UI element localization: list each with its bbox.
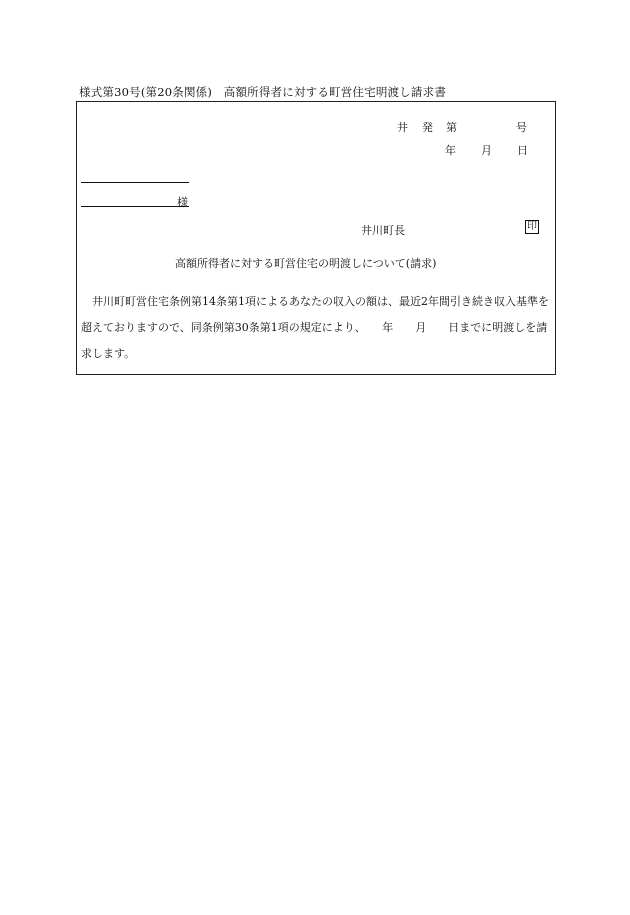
issue-kind: 発	[422, 121, 433, 134]
seal-stamp: 印	[527, 221, 537, 232]
date-year: 年	[445, 144, 456, 157]
issue-dai: 第	[446, 121, 457, 134]
issue-prefix: 井	[397, 121, 408, 134]
issue-go: 号	[516, 121, 527, 134]
date-day: 日	[517, 144, 528, 157]
document-body-text: 井川町町営住宅条例第14条第1項によるあなたの収入の額は、最近2年間引き続き収入基準を超えておりますので、同条例第30条第1項の規定により、 年 月 日までに明渡しを請求します。	[81, 295, 549, 360]
request-form	[76, 101, 556, 375]
sender-name: 井川町長	[361, 224, 405, 237]
addressee-line-1	[81, 182, 189, 183]
form-number-label: 様式第30号(第20条関係) 高額所得者に対する町営住宅明渡し請求書	[79, 85, 447, 99]
document-title: 高額所得者に対する町営住宅の明渡しについて(請求)	[175, 257, 437, 270]
addressee-honorific: 様	[177, 196, 188, 209]
date-month: 月	[481, 144, 492, 157]
document-body	[81, 289, 553, 367]
addressee-line-2	[81, 206, 189, 207]
